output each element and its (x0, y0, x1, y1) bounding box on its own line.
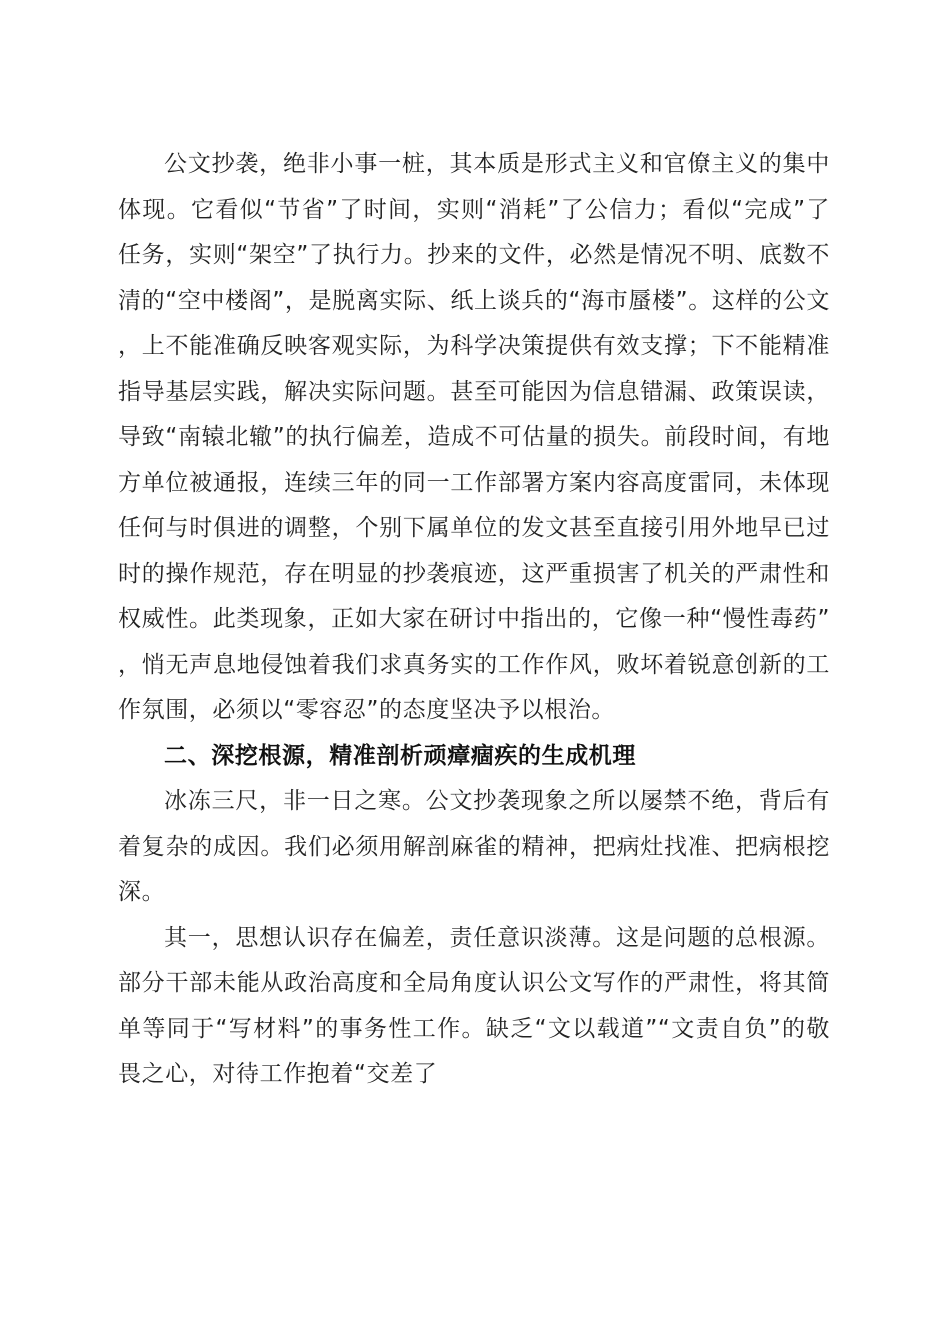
paragraph-root-causes-intro: 冰冻三尺，非一日之寒。公文抄袭现象之所以屡禁不绝，背后有着复杂的成因。我们必须用解剖麻雀的精神，把病灶找准、把病根挖深。 (118, 788, 830, 905)
paragraph-plagiarism-nature: 公文抄袭，绝非小事一桩，其本质是形式主义和官僚主义的集中体现。它看似“节省”了时间，实则“消耗”了公信力；看似“完成”了任务，实则“架空”了执行力。抄来的文件，必然是情况不明、底数不清的“空中楼阁”，是脱离实际、纸上谈兵的“海市蜃楼”。这样的公文，上不能准确反映客观实际，为科学决策提供有效支撑；下不能精准指导基层实践，解决实际问题。甚至可能因为信息错漏、政策误读，导致“南辕北辙”的执行偏差，造成不可估量的损失。前段时间，有地方单位被通报，连续三年的同一工作部署方案内容高度雷同，未体现任何与时俱进的调整，个别下属单位的发文甚至直接引用外地早已过时的操作规范，存在明显的抄袭痕迹，这严重损害了机关的严肃性和权威性。此类现象，正如大家在研讨中指出的，它像一种“慢性毒药”，悄无声息地侵蚀着我们求真务实的工作作风，败坏着锐意创新的工作氛围，必须以“零容忍”的态度坚决予以根治。 (118, 151, 830, 723)
paragraph-cause-one: 其一，思想认识存在偏差，责任意识淡薄。这是问题的总根源。部分干部未能从政治高度和全局角度认识公文写作的严肃性，将其简单等同于“写材料”的事务性工作。缺乏“文以载道”“文责自负”的敬畏之心，对待工作抱着“交差了 (118, 924, 830, 1087)
section-heading: 二、深挖根源，精准剖析顽瘴痼疾的生成机理 (164, 742, 636, 769)
document-body (118, 142, 830, 1098)
